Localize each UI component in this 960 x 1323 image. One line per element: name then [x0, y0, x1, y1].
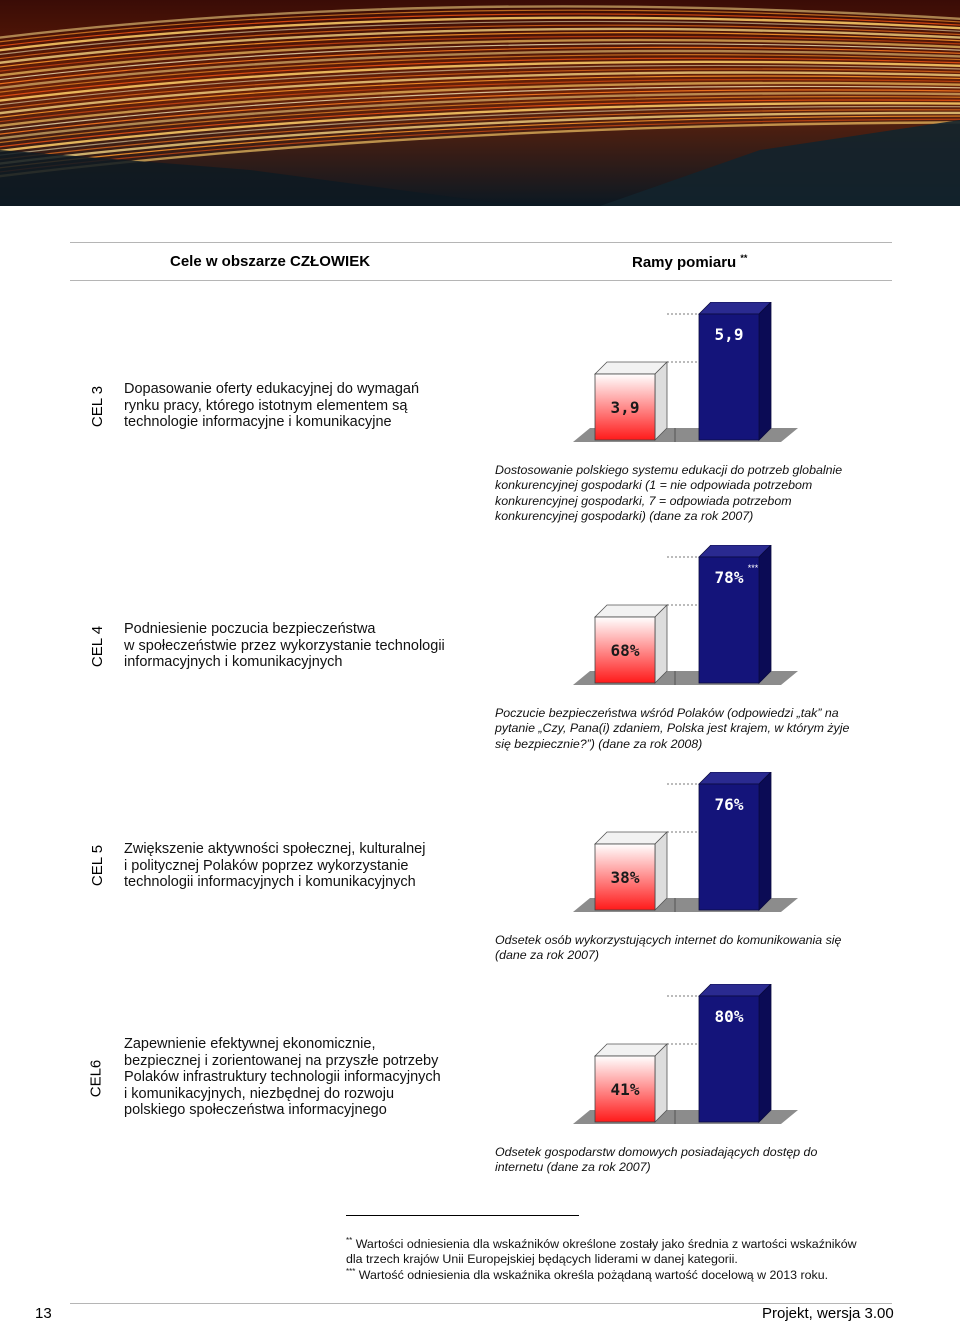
footnote-text: Wartości odniesienia dla wskaźników określone zostały jako średnia z wartości wskaźników — [355, 1237, 857, 1252]
target-bar-side — [759, 302, 771, 440]
goal-text-line: technologii informacyjnych i komunikacyjnych — [124, 874, 416, 890]
goal-text-line: rynku pracy, którego istotnym elementem są — [124, 397, 408, 414]
document-version: Projekt, wersja 3.00 — [762, 1305, 894, 1322]
target-bar-side — [759, 545, 771, 683]
footnote-separator — [346, 1215, 579, 1216]
goal-text-line: i komunikacyjnych, niezbędnej do rozwoju — [124, 1085, 395, 1102]
current-bar-side — [655, 605, 667, 683]
current-bar-top — [595, 832, 667, 844]
goal-text-line: Podniesienie poczucia bezpieczeństwa — [124, 621, 376, 637]
target-bar-top — [699, 772, 771, 784]
goal-text-line: Dopasowanie oferty edukacyjnej do wymagań — [124, 381, 420, 397]
header-measure-mark: ** — [740, 253, 748, 263]
goal-caption-3 — [495, 463, 883, 524]
caption-line: (dane za rok 2007) — [495, 948, 600, 963]
header-measure-title — [632, 253, 747, 271]
header-goals-title — [170, 253, 370, 270]
goal-text-line: polskiego społeczeństwa informacyjnego — [124, 1102, 387, 1118]
goal-caption-4 — [495, 706, 883, 752]
caption-line: Odsetek gospodarstw domowych posiadających dostęp do — [495, 1145, 818, 1159]
target-bar-side — [759, 984, 771, 1122]
caption-line: Odsetek osób wykorzystujących internet do komunikowania się — [495, 933, 842, 947]
goal-text-line: i politycznej Polaków poprzez wykorzystanie — [124, 857, 409, 874]
goal-chart-6 — [565, 984, 805, 1132]
current-bar-top — [595, 362, 667, 374]
goal-chart-5 — [565, 772, 805, 920]
goal-text-line: bezpiecznej i zorientowanej na przyszłe potrzeby — [124, 1052, 439, 1069]
target-bar-top — [699, 984, 771, 996]
caption-line: internetu (dane za rok 2007) — [495, 1160, 651, 1175]
goal-text-line: Polaków infrastruktury technologii informacyjnych — [124, 1069, 441, 1085]
goal-text-line: informacyjnych i komunikacyjnych — [124, 654, 343, 670]
caption-line: pytanie „Czy, Pana(i) zdaniem, Polska jest krajem, w którym żyje — [495, 721, 850, 736]
caption-line: Poczucie bezpieczeństwa wśród Polaków (odpowiedzi „tak” na — [495, 706, 839, 720]
target-bar-top — [699, 545, 771, 557]
target-value-mark: *** — [747, 563, 759, 573]
current-value-label: 41% — [610, 1080, 640, 1099]
footnote-line — [346, 1264, 828, 1283]
goal-id-label: CEL 3 — [89, 385, 107, 428]
caption-line: Dostosowanie polskiego systemu edukacji do potrzeb globalnie — [495, 463, 843, 477]
footnote-mark: *** — [346, 1267, 356, 1276]
footer-rule — [70, 1303, 892, 1304]
goal-id-5 — [77, 844, 107, 887]
footnote-line: dla trzech krajów Unii Europejskiej będących liderami w danej kategorii. — [346, 1252, 738, 1267]
target-bar-top — [699, 302, 771, 314]
current-value-label: 38% — [610, 868, 640, 887]
current-bar-side — [655, 362, 667, 440]
header-measure-title-text: Ramy pomiaru — [632, 254, 737, 271]
current-value-label: 68% — [610, 641, 640, 660]
target-value-label: 78% — [714, 568, 744, 587]
caption-line: konkurencyjnej gospodarki, 7 = odpowiada potrzebom — [495, 493, 792, 508]
page-number: 13 — [35, 1305, 52, 1322]
goal-id-4 — [77, 625, 107, 668]
header-banner-image — [0, 0, 960, 206]
goal-caption-5 — [495, 933, 883, 964]
goal-id-3 — [77, 385, 107, 428]
caption-line: się bezpiecznie?”) (dane za rok 2008) — [495, 736, 703, 751]
header-goals-title-text: Cele w obszarze CZŁOWIEK — [170, 253, 371, 270]
current-bar-side — [655, 832, 667, 910]
header-rule-top — [70, 242, 892, 243]
header-rule-bottom — [70, 280, 892, 281]
goal-id-label: CEL 4 — [89, 625, 107, 668]
goal-chart-3 — [565, 302, 805, 450]
target-value-label: 80% — [714, 1007, 744, 1026]
goal-text-3 — [124, 381, 454, 431]
goal-id-label: CEL6 — [87, 1059, 105, 1098]
footnote-2 — [346, 1264, 828, 1283]
target-bar-side — [759, 772, 771, 910]
goal-text-line: technologie informacyjne i komunikacyjne — [124, 414, 392, 430]
goal-text-line: w społeczeństwie przez wykorzystanie technologii — [124, 637, 445, 654]
target-value-label: 76% — [714, 795, 744, 814]
caption-line: konkurencyjnej gospodarki (1 = nie odpowiada potrzebom — [495, 478, 813, 493]
goal-id-6 — [77, 1059, 107, 1098]
goal-text-4 — [124, 621, 454, 671]
current-bar-side — [655, 1044, 667, 1122]
current-value-label: 3,9 — [610, 398, 640, 417]
footnote-line — [346, 1233, 857, 1252]
caption-line: konkurencyjnej gospodarki) (dane za rok 2007) — [495, 508, 754, 523]
goal-text-6 — [124, 1036, 454, 1119]
footnote-mark: ** — [346, 1236, 353, 1245]
goal-chart-4 — [565, 545, 805, 693]
target-value-label: 5,9 — [714, 325, 744, 344]
goal-id-label: CEL 5 — [89, 844, 107, 887]
goal-caption-6 — [495, 1145, 883, 1176]
goal-text-5 — [124, 841, 454, 891]
goal-text-line: Zwiększenie aktywności społecznej, kulturalnej — [124, 841, 426, 857]
current-bar-top — [595, 1044, 667, 1056]
footnote-1 — [346, 1233, 857, 1268]
footnote-text: Wartość odniesienia dla wskaźnika określa pożądaną wartość docelową w 2013 roku. — [358, 1268, 829, 1283]
goal-text-line: Zapewnienie efektywnej ekonomicznie, — [124, 1036, 376, 1052]
current-bar-top — [595, 605, 667, 617]
